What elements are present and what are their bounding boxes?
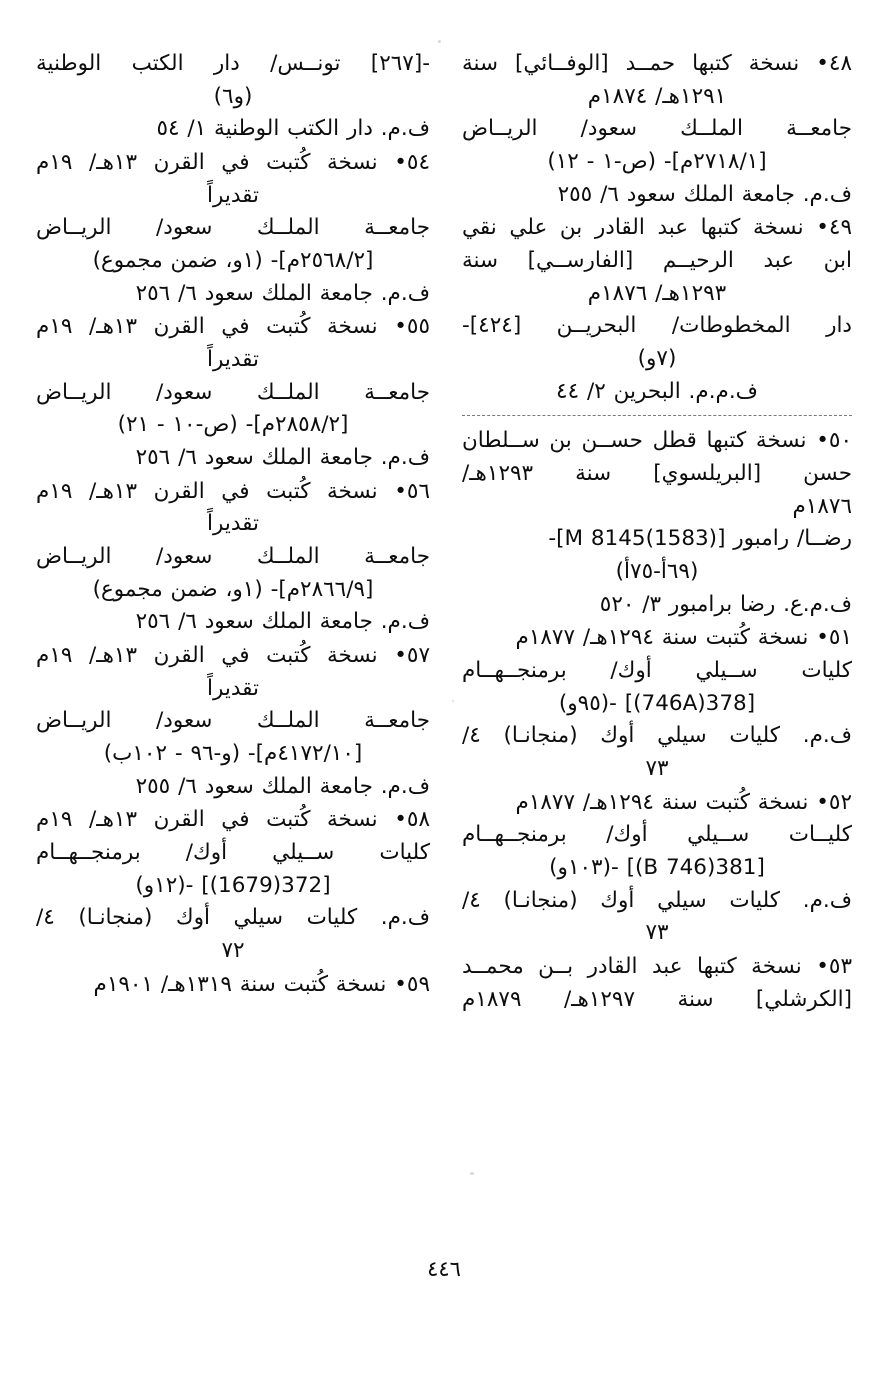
catalog-entry <box>36 48 430 146</box>
catalog-entry <box>36 476 430 639</box>
entry-line: جامعــة الملــك سعود/ الريــاض <box>36 215 430 241</box>
entry-line: ف.م. جامعة الملك سعود ٦/ ٢٥٦ <box>135 609 430 635</box>
entry-line: [٢٥٦٨/٢م]- (١و، ضمن مجموع) <box>92 248 374 274</box>
entry-line: ٥٦• نسخة كُتبت في القرن ١٣هـ/ ١٩م <box>36 478 431 504</box>
entry-line: كليات ســيلي أوك/ برمنجــهــام <box>36 840 430 866</box>
entry-line: (٧و) <box>637 346 677 372</box>
entry-line: ٧٣ <box>645 756 669 782</box>
entry-line: ١٢٩٣هـ/ ١٨٧٦م <box>587 280 727 306</box>
page-number: ٤٤٦ <box>427 1257 461 1281</box>
entry-line: ١٢٩١هـ/ ١٨٧٤م <box>587 83 727 109</box>
entry-line: ٥٨• نسخة كُتبت في القرن ١٣هـ/ ١٩م <box>36 807 431 833</box>
entry-line: ف.م. جامعة الملك سعود ٦/ ٢٥٥ <box>557 181 852 207</box>
entry-line: (٦٩أ-٧٥أ) <box>615 559 699 585</box>
entry-line: تقديراً <box>207 347 259 373</box>
entry-line: ٥٥• نسخة كُتبت في القرن ١٣هـ/ ١٩م <box>36 314 431 340</box>
catalog-entry <box>462 425 852 621</box>
entry-line: دار المخطوطات/ البحريــن [٤٢٤]- <box>462 313 852 339</box>
catalog-entry <box>36 311 430 474</box>
column-right <box>452 48 852 1017</box>
entry-line: [381(746 B)] -(١٠٣و) <box>549 855 765 881</box>
entry-line: ف.م.ع. رضا برامبور ٣/ ٥٢٠ <box>599 591 852 617</box>
entry-line: ٥١• نسخة كُتبت سنة ١٢٩٤هـ/ ١٨٧٧م <box>515 625 852 651</box>
entry-line: حسن [البريلسوي] سنة ١٢٩٣هـ/ <box>462 461 852 487</box>
catalog-entry <box>36 147 430 310</box>
entry-line: ٥٩• نسخة كُتبت سنة ١٣١٩هـ/ ١٩٠١م <box>93 971 430 997</box>
entry-line: [372(1679)] -(١٢و) <box>135 872 331 898</box>
catalog-entry <box>36 969 430 1002</box>
entry-line: ٥٧• نسخة كُتبت في القرن ١٣هـ/ ١٩م <box>36 643 431 669</box>
entry-line: تقديراً <box>207 675 259 701</box>
entry-line: ابن عبد الرحيــم [الفارســي] سنة <box>462 248 852 274</box>
entry-line: ٧٢ <box>221 938 245 964</box>
entry-line: (و٦) <box>213 83 253 109</box>
entry-line: ٤٨• نسخة كتبها حمــد [الوفــائي] سنة <box>462 51 852 76</box>
entry-line: كليــات ســيلي أوك/ برمنجــهــام <box>462 822 852 848</box>
catalog-entry <box>462 787 852 950</box>
entry-line: رضــا/ رامبور [M 8145(1583)]- <box>548 526 852 552</box>
entry-line: ٧٣ <box>645 920 669 946</box>
entry-line: ٥٢• نسخة كُتبت سنة ١٢٩٤هـ/ ١٨٧٧م <box>515 789 852 815</box>
entry-line: ٥٤• نسخة كُتبت في القرن ١٣هـ/ ١٩م <box>36 150 431 176</box>
entry-line: ٥٣• نسخة كتبها عبد القادر بــن محمــد <box>462 954 852 980</box>
entry-line: ف.م. دار الكتب الوطنية ١/ ٥٤ <box>156 116 430 142</box>
entry-line: جامعــة الملــك سعود/ الريــاض <box>462 116 852 142</box>
catalog-entry <box>462 48 852 211</box>
entry-line: [٤١٧٢/١٠م]- (و-٩٦ - ١٠٢ب) <box>103 741 363 767</box>
catalog-entry <box>462 951 852 1016</box>
entry-line: ف.م. كليات سيلي أوك (منجانـا) ٤/ <box>462 723 852 749</box>
entry-line: ٤٩• نسخة كتبها عبد القادر بن علي نقي <box>462 215 852 241</box>
entry-line: جامعــة الملــك سعود/ الريــاض <box>36 379 430 405</box>
two-column-body <box>36 48 852 1198</box>
entry-separator <box>462 415 852 416</box>
entry-line: تقديراً <box>207 511 259 537</box>
entry-line: ف.م. جامعة الملك سعود ٦/ ٢٥٥ <box>135 773 430 799</box>
column-left <box>36 48 436 1002</box>
entry-line: [الكرشلي] سنة ١٢٩٧هـ/ ١٨٧٩م <box>462 986 852 1012</box>
catalog-entry <box>462 212 852 408</box>
entry-line: ٥٠• نسخة كتبها قطل حســن بن ســلطان <box>462 428 852 454</box>
catalog-entry <box>462 622 852 785</box>
entry-line: ف.م. كليات سيلي أوك (منجانـا) ٤/ <box>36 905 430 931</box>
entry-line: [378(746A)] -(٩٥و) <box>558 690 756 716</box>
entry-line: جامعــة الملــك سعود/ الريــاض <box>36 708 430 734</box>
entry-line: جامعــة الملــك سعود/ الريــاض <box>36 544 430 570</box>
entry-line: كليات ســيلي أوك/ برمنجــهــام <box>462 658 852 684</box>
entry-line: ف.م.م. البحرين ٢/ ٤٤ <box>556 378 758 404</box>
entry-line: -[٢٦٧] تونــس/ دار الكتب الوطنية <box>36 51 430 76</box>
entry-line: ف.م. كليات سيلي أوك (منجانـا) ٤/ <box>462 887 852 913</box>
entry-line: [٢٨٦٦/٩م]- (١و، ضمن مجموع) <box>92 576 374 602</box>
entry-line: [٢٧١٨/١م]- (ص-١ - ١٢) <box>547 149 767 175</box>
entry-line: ف.م. جامعة الملك سعود ٦/ ٢٥٦ <box>135 280 430 306</box>
catalog-entry <box>36 804 430 967</box>
entry-line: ١٨٧٦م <box>792 493 852 519</box>
catalog-entry <box>36 640 430 803</box>
entry-line: تقديراً <box>207 182 259 208</box>
entry-line: ف.م. جامعة الملك سعود ٦/ ٢٥٦ <box>135 445 430 471</box>
entry-line: [٢٨٥٨/٢م]- (ص-١٠ - ٢١) <box>117 412 349 438</box>
